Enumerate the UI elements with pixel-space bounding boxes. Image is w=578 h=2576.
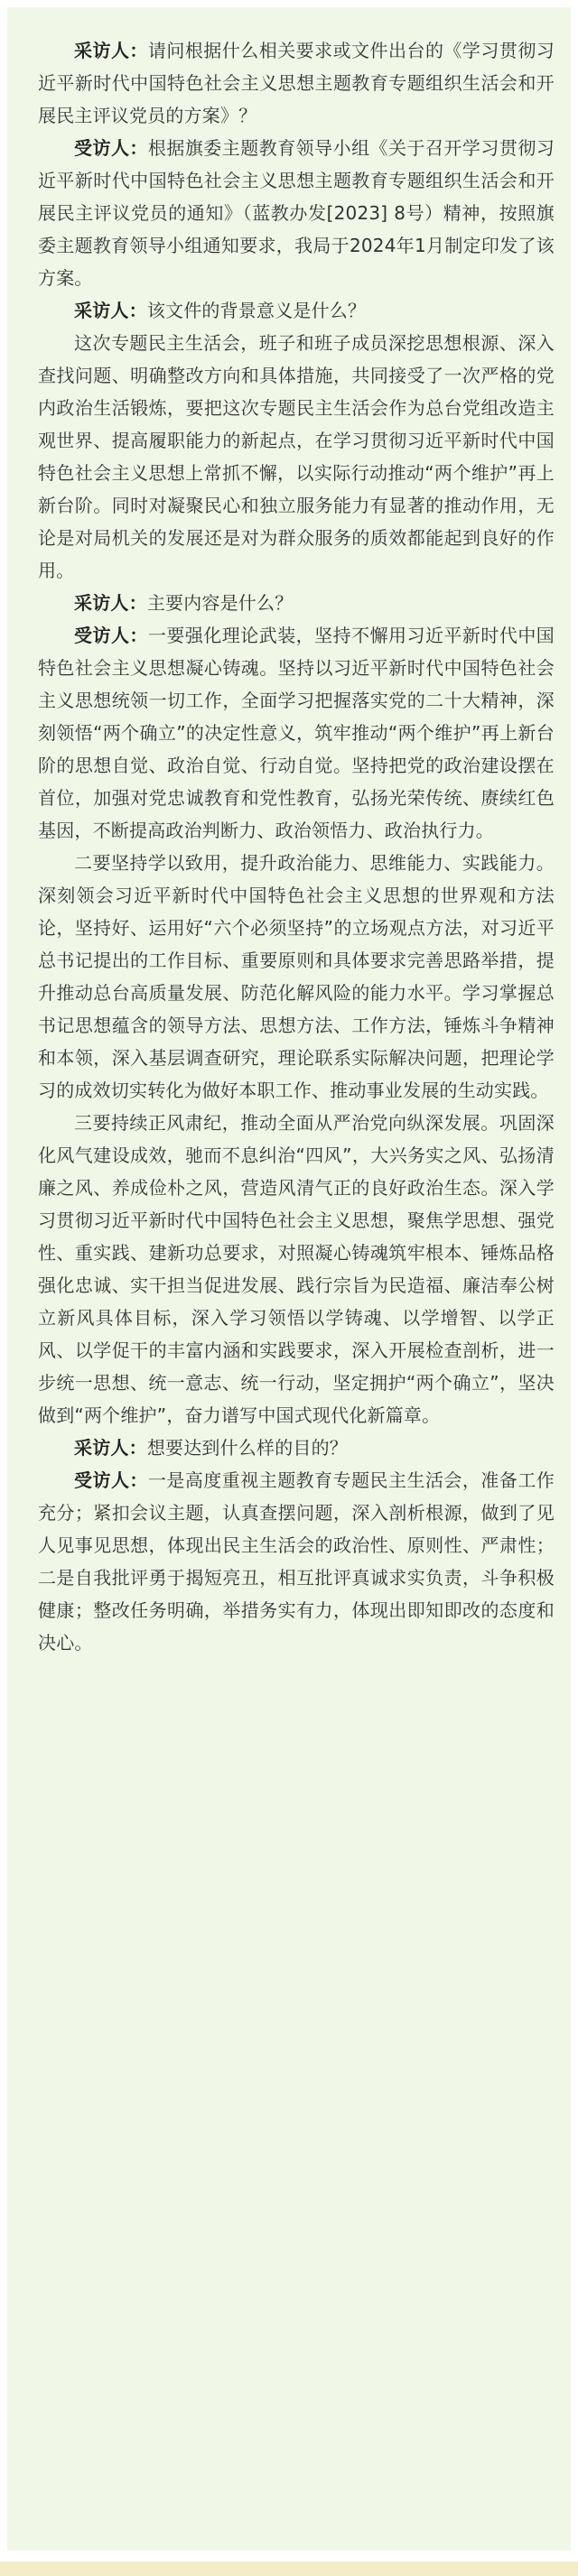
paragraph-4 bbox=[38, 327, 555, 587]
article-body bbox=[38, 34, 555, 1659]
paragraph-text: 二要坚持学以致用，提升政治能力、思维能力、实践能力。深刻领会习近平新时代中国特色社会主义思想的世界观和方法论，坚持好、运用好“六个必须坚持”的立场观点方法，对习近平总书记提出的工作目标、重要原则和具体要求完善思路举措，提升推动总台高质量发展、防范化解风险的能力水平。学习掌握总书记思想蕴含的领导方法、思想方法、工作方法，锤炼斗争精神和本领，深入基层调查研究，理论联系实际解决问题，把理论学习的成效切实转化为做好本职工作、推动事业发展的生动实践。 bbox=[38, 852, 555, 1101]
paragraph-2 bbox=[38, 132, 555, 294]
paragraph-text: 根据旗委主题教育领导小组《关于召开学习贯彻习近平新时代中国特色社会主义思想主题教育专题组织生活会和开展民主评议党员的通知》（蓝教办发[2023] 8号）精神，按照旗委主题教育领导小组通知要求，我局于2024年1月制定印发了该方案。 bbox=[38, 137, 555, 289]
speaker-label: 采访人： bbox=[74, 1437, 147, 1459]
bottom-decorative-bar bbox=[0, 2562, 578, 2576]
speaker-label: 受访人： bbox=[74, 1469, 148, 1491]
paragraph-10 bbox=[38, 1464, 555, 1659]
speaker-label: 采访人： bbox=[74, 300, 147, 321]
paragraph-text: 一要强化理论武装，坚持不懈用习近平新时代中国特色社会主义思想凝心铸魂。坚持以习近平新时代中国特色社会主义思想统领一切工作，全面学习把握落实党的二十大精神，深刻领悟“两个确立”的决定性意义，筑牢推动“两个维护”再上新台阶的思想自觉、政治自觉、行动自觉。坚持把党的政治建设摆在首位，加强对党忠诚教育和党性教育，弘扬光荣传统、赓续红色基因，不断提高政治判断力、政治领悟力、政治执行力。 bbox=[38, 625, 555, 841]
paragraph-8 bbox=[38, 1107, 555, 1432]
paragraph-text: 一是高度重视主题教育专题民主生活会，准备工作充分；紧扣会议主题，认真查摆问题，深入剖析根源，做到了见人见事见思想，体现出民主生活会的政治性、原则性、严肃性；二是自我批评勇于揭短亮丑，相互批评真诚求实负责，斗争积极健康；整改任务明确，举措务实有力，体现出即知即改的态度和决心。 bbox=[38, 1469, 555, 1654]
speaker-label: 受访人： bbox=[74, 625, 148, 646]
article-card bbox=[7, 7, 571, 2551]
paragraph-3 bbox=[38, 294, 555, 327]
paragraph-text: 这次专题民主生活会，班子和班子成员深挖思想根源、深入查找问题、明确整改方向和具体措施，共同接受了一次严格的党内政治生活锻炼，要把这次专题民主生活会作为总台党组改造主观世界、提高履职能力的新起点，在学习贯彻习近平新时代中国特色社会主义思想上常抓不懈，以实际行动推动“两个维护”再上新台阶。同时对凝聚民心和独立服务能力有显著的推动作用，无论是对局机关的发展还是对为群众服务的质效都能起到良好的作用。 bbox=[38, 332, 555, 581]
paragraph-text: 该文件的背景意义是什么？ bbox=[146, 300, 367, 321]
paragraph-text: 想要达到什么样的目的？ bbox=[146, 1437, 349, 1459]
paragraph-1 bbox=[38, 34, 555, 132]
speaker-label: 采访人： bbox=[74, 592, 147, 614]
paragraph-6 bbox=[38, 619, 555, 847]
speaker-label: 受访人： bbox=[74, 137, 148, 159]
paragraph-text: 主要内容是什么？ bbox=[146, 592, 294, 614]
paragraph-text: 三要持续正风肃纪，推动全面从严治党向纵深发展。巩固深化风气建设成效，驰而不息纠治“四风”，大兴务实之风、弘扬清廉之风、养成俭朴之风，营造风清气正的良好政治生态。深入学习贯彻习近平新时代中国特色社会主义思想，聚焦学思想、强党性、重实践、建新功总要求，对照凝心铸魂筑牢根本、锤炼品格强化忠诚、实干担当促进发展、践行宗旨为民造福、廉洁奉公树立新风具体目标，深入学习领悟以学铸魂、以学增智、以学正风、以学促干的丰富内涵和实践要求，深入开展检查剖析，进一步统一思想、统一意志、统一行动，坚定拥护“两个确立”，坚决做到“两个维护”，奋力谱写中国式现代化新篇章。 bbox=[38, 1112, 555, 1426]
paragraph-text: 请问根据什么相关要求或文件出台的《学习贯彻习近平新时代中国特色社会主义思想主题教育专题组织生活会和开展民主评议党员的方案》？ bbox=[38, 40, 555, 126]
paragraph-7 bbox=[38, 847, 555, 1107]
speaker-label: 采访人： bbox=[74, 40, 148, 61]
paragraph-5 bbox=[38, 587, 555, 619]
paragraph-9 bbox=[38, 1432, 555, 1464]
